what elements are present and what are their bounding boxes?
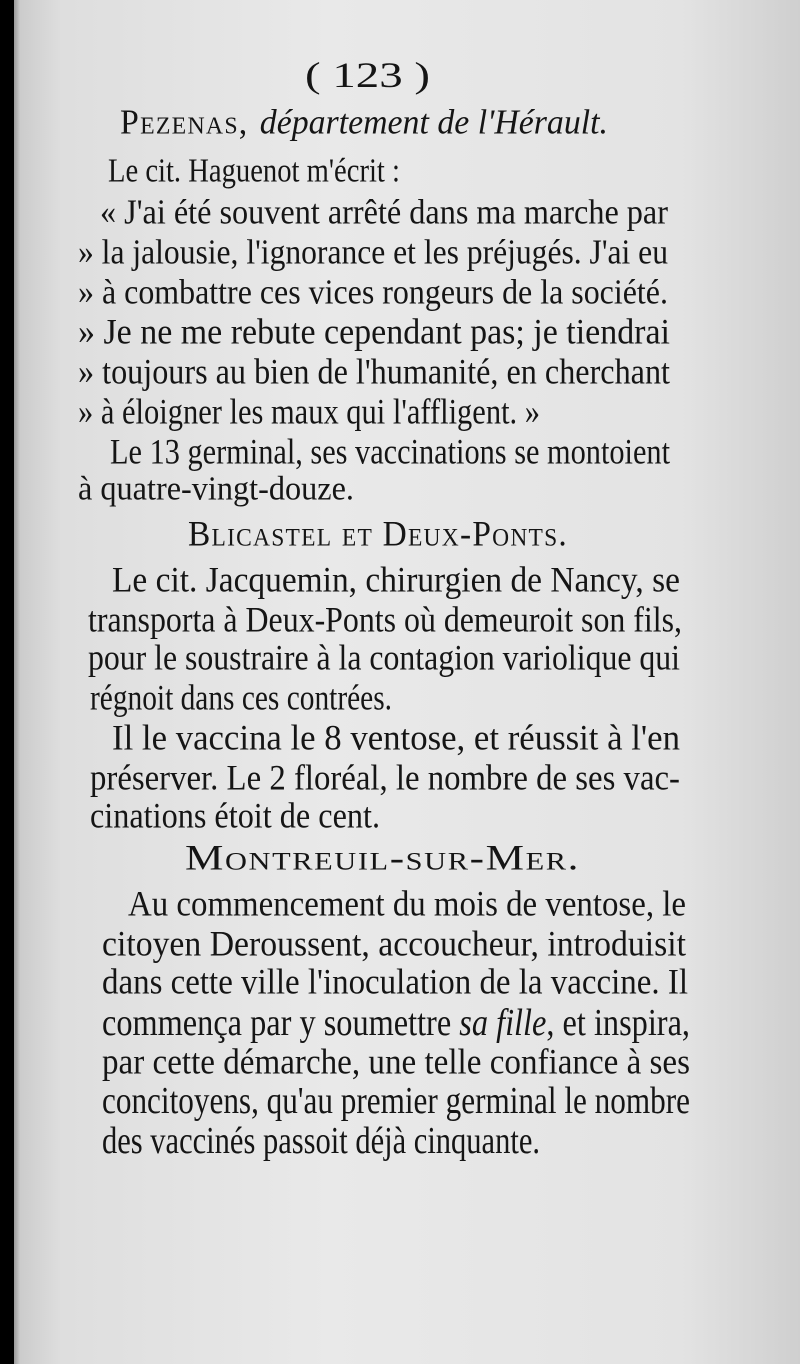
heading-department: département de l'Hérault. [259,102,609,142]
text-line: » à éloigner les maux qui l'affligent. » [78,391,541,432]
text-line: » à combattre ces vices rongeurs de la société. [78,272,668,312]
text-line: régnoit dans ces contrées. [90,677,393,718]
text-line: Le cit. Haguenot m'écrit : [108,151,400,190]
text-line: par cette démarche, une telle confiance à ses [102,1041,691,1082]
line-fille-italic: sa fille [459,1001,547,1044]
section-heading-pezenas [120,102,609,142]
section-heading-montreuil: Montreuil-sur-Mer. [185,837,581,878]
text-line: à quatre-vingt-douze. [78,469,355,508]
text-line: Le 13 germinal, ses vaccinations se montoient [110,431,671,472]
text-line: transporta à Deux-Ponts où demeuroit son fils, [88,599,682,640]
line-fille-after: , et inspira, [546,1001,691,1044]
text-line: citoyen Deroussent, accoucheur, introduisit [102,923,686,964]
heading-comma: , [238,102,248,142]
text-line: cinations étoit de cent. [90,795,381,836]
text-line: des vaccinés passoit déjà cinquante. [102,1119,541,1162]
book-page [14,0,800,1364]
text-line: » la jalousie, l'ignorance et les préjugés. J'ai eu [78,232,668,272]
text-line: Le cit. Jacquemin, chirurgien de Nancy, se [112,559,681,600]
text-line: dans cette ville l'inoculation de la vaccine. Il [102,961,689,1002]
section-heading-blicastel: Blicastel et Deux-Ponts. [188,513,568,554]
text-line: concitoyens, qu'au premier germinal le nombre [102,1079,691,1122]
text-line: Au commencement du mois de ventose, le [128,883,687,924]
heading-place: Pezenas [120,102,239,142]
text-line: pour le soustraire à la contagion variolique qui [88,637,681,678]
text-line: « J'ai été souvent arrêté dans ma marche par [100,192,668,232]
text-line: Il le vaccina le 8 ventose, et réussit à l'en [112,717,681,758]
text-line [102,1001,691,1044]
page-number: ( 123 ) [305,55,430,96]
text-line: préserver. Le 2 floréal, le nombre de ses vac- [90,757,680,798]
line-fille-before: commença par y soumettre [102,1001,460,1044]
text-line: » Je ne me rebute cependant pas; je tiendrai [78,311,670,352]
text-line: » toujours au bien de l'humanité, en cherchant [78,351,670,392]
